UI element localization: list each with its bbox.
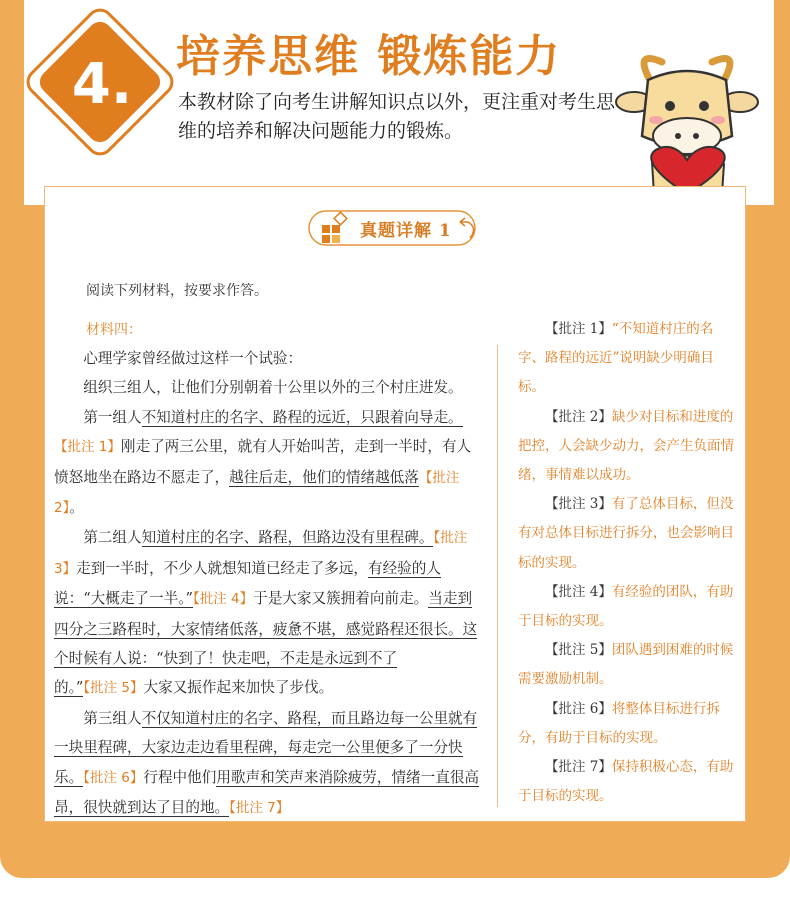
passage-body bbox=[54, 344, 482, 824]
underlined-text: 当走到四分之三路程时，大家情绪低落，疲惫不堪，感觉路程还很长。这个时候有人说：“快到了！快走吧，不走是永远到不了的。” bbox=[54, 590, 478, 697]
note-7 bbox=[518, 753, 734, 811]
note-6 bbox=[518, 695, 734, 753]
annotation-marker-7: 【批注 7】 bbox=[229, 800, 290, 817]
annotation-marker-4: 【批注 4】 bbox=[192, 591, 254, 608]
underlined-text: 知道村庄的名字、路程，但路边没有里程碑。 bbox=[141, 529, 434, 547]
frame-right-strip bbox=[774, 0, 790, 300]
note-text: “不知道村庄的名字、路程的远近”说明缺少明确目标。 bbox=[518, 321, 714, 396]
note-key: 【批注 4】 bbox=[545, 583, 612, 600]
passage-para-1: 心理学家曾经做过这样一个试验： bbox=[83, 350, 303, 367]
annotation-marker-6: 【批注 6】 bbox=[83, 769, 144, 786]
note-text: 有经验的团队，有助于目标的实现。 bbox=[518, 583, 734, 630]
intro-text: 本教材除了向考生讲解知识点以外，更注重对考生思维的培养和解决问题能力的锻炼。 bbox=[178, 91, 616, 142]
frame-left-strip bbox=[0, 0, 24, 300]
material-label: 材料四： bbox=[86, 322, 142, 338]
section-title: 真题详解 1 bbox=[360, 221, 452, 241]
annotation-notes bbox=[518, 315, 734, 811]
passage-text: 于是大家又簇拥着向前走。 bbox=[253, 590, 429, 608]
passage-para-5 bbox=[54, 704, 482, 824]
passage-text: 大家又振作起来加快了步伐。 bbox=[143, 679, 334, 697]
underlined-text: 不仅知道村庄的名字、路程，而且路边每一公里就有一块里程碑，大家边走边看里程碑，每走完一公里便多了一分快乐。 bbox=[54, 709, 478, 786]
passage-para-4 bbox=[54, 523, 482, 703]
page-title: 培养思维 锻炼能力 bbox=[176, 31, 562, 82]
underlined-text: 越往后走，他们的情绪越低落 bbox=[229, 468, 419, 486]
passage-text: 刚走了两三公里，就有人开始叫苦，走到一半时，有人愤怒地坐在路边不愿走了， bbox=[54, 438, 472, 486]
note-text: 将整体目标进行拆分，有助于目标的实现。 bbox=[518, 700, 720, 746]
note-key: 【批注 5】 bbox=[545, 642, 612, 659]
note-text: 团队遇到困难的时候需要激励机制。 bbox=[518, 642, 734, 688]
note-2 bbox=[518, 403, 734, 491]
passage-text: 第一组人 bbox=[83, 408, 142, 426]
note-4 bbox=[518, 578, 734, 636]
note-text: 有了总体目标，但没有对总体目标进行拆分，也会影响目标的实现。 bbox=[518, 496, 734, 571]
note-1 bbox=[518, 315, 734, 403]
underlined-text: 不知道村庄的名字、路程的远近，只跟着向导走。 bbox=[141, 408, 463, 426]
note-5 bbox=[518, 636, 734, 694]
annotation-marker-2: 【批注 2】 bbox=[54, 469, 460, 517]
annotation-marker-3: 【批注 3】 bbox=[54, 530, 468, 577]
annotation-marker-1: 【批注 1】 bbox=[54, 439, 121, 456]
passage-text: 行程中他们 bbox=[143, 768, 217, 786]
notes-divider bbox=[497, 345, 498, 807]
annotation-marker-5: 【批注 5】 bbox=[83, 680, 144, 697]
passage-para-3 bbox=[54, 403, 482, 524]
note-text: 保持积极心态，有助于目标的实现。 bbox=[518, 759, 734, 805]
underlined-text: 用歌声和笑声来消除疲劳，情绪一直很高昂，很快就到达了目的地。 bbox=[54, 768, 480, 817]
note-key: 【批注 2】 bbox=[545, 408, 612, 425]
note-3 bbox=[518, 490, 734, 578]
note-key: 【批注 6】 bbox=[545, 700, 612, 717]
note-key: 【批注 1】 bbox=[545, 321, 612, 337]
note-text: 缺少对目标和进度的把控，人会缺少动力，会产生负面情绪，事情难以成功。 bbox=[518, 408, 734, 484]
passage-para-2: 组织三组人，让他们分别朝着十公里以外的三个村庄进发。 bbox=[83, 379, 463, 397]
note-key: 【批注 3】 bbox=[545, 496, 612, 513]
underlined-text: 有经验的人说：“大概走了一半。” bbox=[54, 559, 441, 608]
passage-text: 第二组人 bbox=[83, 529, 142, 547]
badge-number: 4. bbox=[71, 51, 133, 117]
note-key: 【批注 7】 bbox=[545, 759, 612, 776]
passage-text: 第三组人 bbox=[83, 709, 142, 727]
passage-text: 走到一半时，不少人就想知道已经走了多远， bbox=[76, 559, 368, 577]
task-prompt: 阅读下列材料，按要求作答。 bbox=[86, 283, 268, 299]
cow-mascot-icon bbox=[612, 44, 762, 194]
passage-text: 。 bbox=[69, 499, 84, 517]
